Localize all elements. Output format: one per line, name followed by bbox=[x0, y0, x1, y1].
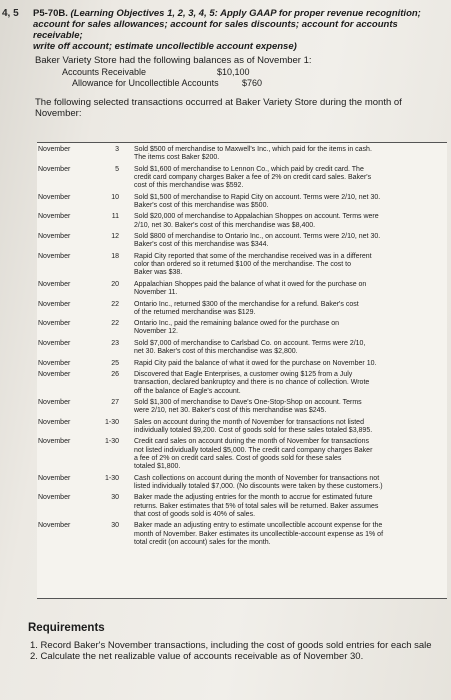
description-line: listed individually totaled $7,000. (No discounts were taken by these customers.) bbox=[134, 482, 383, 490]
transaction-description bbox=[134, 166, 439, 191]
description-line: that cost of goods sold is 40% of sales. bbox=[134, 510, 256, 518]
transaction-row bbox=[37, 301, 447, 318]
description-line: November 11. bbox=[134, 289, 178, 297]
transaction-row bbox=[37, 494, 447, 519]
description-line: 2/10, net 30. Baker's cost of this merchandise was $8,400. bbox=[134, 221, 316, 229]
description-line: Ontario Inc., paid the remaining balance owed for the purchase on bbox=[134, 320, 340, 328]
description-line: were 2/10, net 30. Baker's cost of this merchandise was $245. bbox=[134, 407, 327, 415]
transaction-month: November bbox=[38, 146, 71, 153]
transaction-row bbox=[37, 233, 447, 250]
transaction-description bbox=[134, 399, 439, 416]
transaction-day: 18 bbox=[111, 252, 119, 260]
balance-row bbox=[62, 67, 312, 78]
transaction-day: 11 bbox=[111, 213, 119, 221]
learning-objectives-2: account for sales allowances; account for sales discounts; account for accounts receivable; bbox=[33, 19, 398, 41]
description-line: totaled $1,800. bbox=[134, 463, 181, 471]
transaction-row bbox=[37, 194, 447, 211]
transaction-month: November bbox=[38, 359, 71, 367]
description-line: credit card company charges Baker a fee of 2% on credit card sales. Baker's bbox=[134, 173, 372, 181]
requirements-title: Requirements bbox=[28, 622, 105, 634]
description-line: Baker made the adjusting entries for the month to accrue for estimated future bbox=[134, 494, 373, 502]
transactions-table bbox=[37, 142, 447, 599]
transaction-row bbox=[37, 213, 447, 230]
description-line: individually totaled $9,200. Cost of goods sold for these sales totaled $3,895. bbox=[134, 426, 373, 434]
transaction-day: 3 bbox=[115, 146, 119, 153]
transaction-description bbox=[134, 360, 439, 368]
transaction-month: November bbox=[38, 438, 71, 446]
balance-label: Accounts Receivable bbox=[62, 67, 147, 77]
description-line: net 30. Baker's cost of this merchandise was $2,800. bbox=[134, 348, 298, 356]
transaction-row bbox=[37, 320, 447, 337]
transaction-row bbox=[37, 419, 447, 436]
transaction-day: 30 bbox=[111, 494, 119, 502]
transaction-month: November bbox=[38, 399, 71, 406]
transaction-row bbox=[37, 360, 447, 368]
transaction-day: 1-30 bbox=[104, 438, 119, 446]
lead-line-2: November: bbox=[35, 108, 82, 119]
transaction-description bbox=[134, 233, 439, 250]
problem-header bbox=[33, 8, 445, 52]
description-line: a fee of 2% on credit card sales. Cost of goods sold for these sales bbox=[134, 454, 342, 462]
transaction-description bbox=[134, 253, 439, 278]
transaction-description bbox=[134, 301, 439, 318]
description-line: Sold $20,000 of merchandise to Appalachian Shoppes on account. Terms were bbox=[134, 213, 379, 221]
requirement-item: 2. Calculate the net realizable value of accounts receivable as of November 30. bbox=[30, 651, 364, 662]
transaction-description bbox=[134, 194, 439, 211]
description-line: Baker made an adjusting entry to estimate uncollectible account expense for the bbox=[134, 522, 383, 530]
transaction-description bbox=[134, 438, 439, 471]
description-line: Sold $500 of merchandise to Maxwell's Inc., which paid for the items in cash. bbox=[134, 146, 372, 153]
description-line: Sold $1,300 of merchandise to Dave's One-Stop-Shop on account. Terms bbox=[134, 399, 362, 406]
opening-balances bbox=[62, 67, 312, 89]
transaction-day: 10 bbox=[111, 193, 119, 201]
transaction-day: 20 bbox=[111, 280, 119, 288]
transaction-description bbox=[134, 371, 439, 396]
description-line: Ontario Inc., returned $300 of the merchandise for a refund. Baker's cost bbox=[134, 300, 359, 308]
transaction-month: November bbox=[38, 418, 71, 426]
transaction-month: November bbox=[38, 233, 71, 241]
transaction-month: November bbox=[38, 213, 71, 221]
description-line: Rapid City paid the balance of what it owed for the purchase on November 10. bbox=[134, 359, 377, 367]
description-line: November 12. bbox=[134, 328, 178, 336]
transaction-description bbox=[134, 213, 439, 230]
transaction-day: 30 bbox=[111, 522, 119, 530]
transaction-description bbox=[134, 522, 439, 547]
transaction-month: November bbox=[38, 339, 71, 347]
chapter-tag: 4, 5 bbox=[2, 8, 19, 19]
balance-amount: $760 bbox=[242, 78, 263, 88]
transaction-month: November bbox=[38, 280, 71, 288]
lead-line-1: The following selected transactions occurred at Baker Variety Store during the month of bbox=[35, 97, 402, 108]
transaction-description bbox=[134, 340, 439, 357]
transaction-day: 27 bbox=[111, 399, 119, 406]
transaction-day: 1-30 bbox=[104, 418, 119, 426]
transaction-description bbox=[134, 281, 439, 298]
transaction-day: 12 bbox=[111, 233, 119, 241]
transaction-day: 25 bbox=[111, 359, 119, 367]
transaction-row bbox=[37, 399, 447, 416]
description-line: of the returned merchandise was $129. bbox=[134, 308, 256, 316]
description-line: transaction, declared bankruptcy and there is no chance of collection. Wrote bbox=[134, 379, 370, 387]
transaction-day: 1-30 bbox=[104, 474, 119, 482]
transaction-description bbox=[134, 494, 439, 519]
transaction-row bbox=[37, 166, 447, 191]
transaction-description bbox=[134, 419, 439, 436]
transaction-row bbox=[37, 438, 447, 471]
requirements-list bbox=[30, 640, 451, 662]
header-line-1 bbox=[33, 8, 445, 19]
transaction-day: 22 bbox=[111, 300, 119, 308]
transaction-day: 23 bbox=[111, 339, 119, 347]
description-line: cost of this merchandise was $592. bbox=[134, 182, 244, 190]
balance-amount: $10,100 bbox=[217, 67, 250, 77]
transaction-month: November bbox=[38, 300, 71, 308]
description-line: not listed individually totaled $5,000. The credit card company charges Baker bbox=[134, 446, 373, 454]
transaction-day: 22 bbox=[111, 320, 119, 328]
description-line: Appalachian Shoppes paid the balance of what it owed for the purchase on bbox=[134, 280, 367, 288]
description-line: Rapid City reported that some of the merchandise received was in a different bbox=[134, 252, 372, 260]
description-line: Sold $800 of merchandise to Ontario Inc., on account. Terms were 2/10, net 30. bbox=[134, 233, 381, 241]
description-line: Sales on account during the month of November for transactions not listed bbox=[134, 418, 364, 426]
transaction-row bbox=[37, 522, 447, 547]
description-line: month of November. Baker estimates its uncollectible-account expense as 1% of bbox=[134, 530, 384, 538]
description-line: Credit card sales on account during the month of November for transactions bbox=[134, 438, 370, 446]
description-line: Baker's cost of this merchandise was $500. bbox=[134, 201, 269, 209]
transaction-month: November bbox=[38, 494, 71, 502]
problem-id: P5-70B. bbox=[33, 8, 68, 19]
description-line: Cash collections on account during the month of November for transactions not bbox=[134, 474, 380, 482]
transaction-row bbox=[37, 371, 447, 396]
description-line: Baker's cost of this merchandise was $344. bbox=[134, 241, 269, 249]
learning-objectives-3: write off account; estimate uncollectible account expense) bbox=[33, 41, 297, 52]
description-line: total credit (on account) sales for the month. bbox=[134, 538, 271, 546]
transaction-month: November bbox=[38, 320, 71, 328]
description-line: Sold $1,500 of merchandise to Rapid City on account. Terms were 2/10, net 30. bbox=[134, 193, 381, 201]
description-line: Baker was $38. bbox=[134, 269, 183, 277]
description-line: returns. Baker estimates that 5% of total sales will be returned. Baker assumes bbox=[134, 502, 379, 510]
transaction-month: November bbox=[38, 252, 71, 260]
transaction-description bbox=[134, 320, 439, 337]
description-line: color than ordered so it returned $100 of the merchandise. The cost to bbox=[134, 261, 351, 269]
balance-row bbox=[62, 78, 312, 89]
transaction-description bbox=[134, 146, 439, 163]
description-line: The items cost Baker $200. bbox=[134, 154, 220, 162]
transaction-day: 5 bbox=[115, 165, 119, 173]
balance-label: Allowance for Uncollectible Accounts bbox=[72, 78, 219, 88]
transaction-row bbox=[37, 253, 447, 278]
description-line: Sold $7,000 of merchandise to Carlsbad Co. on account. Terms were 2/10, bbox=[134, 339, 366, 347]
transaction-row bbox=[37, 340, 447, 357]
transaction-month: November bbox=[38, 371, 71, 378]
intro-text: Baker Variety Store had the following balances as of November 1: bbox=[35, 55, 312, 66]
description-line: off the balance of Eagle's account. bbox=[134, 387, 241, 395]
transaction-month: November bbox=[38, 474, 71, 482]
transaction-day: 26 bbox=[111, 371, 119, 378]
transaction-month: November bbox=[38, 193, 71, 201]
description-line: Discovered that Eagle Enterprises, a customer owing $125 from a July bbox=[134, 371, 353, 378]
transaction-row bbox=[37, 146, 447, 163]
learning-objectives-1: (Learning Objectives 1, 2, 3, 4, 5: Apply GAAP for proper revenue recognition; bbox=[70, 8, 421, 19]
transaction-row bbox=[37, 281, 447, 298]
transaction-month: November bbox=[38, 165, 71, 173]
transaction-description bbox=[134, 475, 439, 492]
requirement-item: 1. Record Baker's November transactions, including the cost of goods sold entries for each sale bbox=[30, 640, 432, 651]
transactions-lead bbox=[35, 97, 435, 119]
transaction-row bbox=[37, 475, 447, 492]
description-line: Sold $1,600 of merchandise to Lennon Co., which paid by credit card. The bbox=[134, 165, 364, 173]
transaction-month: November bbox=[38, 522, 71, 530]
